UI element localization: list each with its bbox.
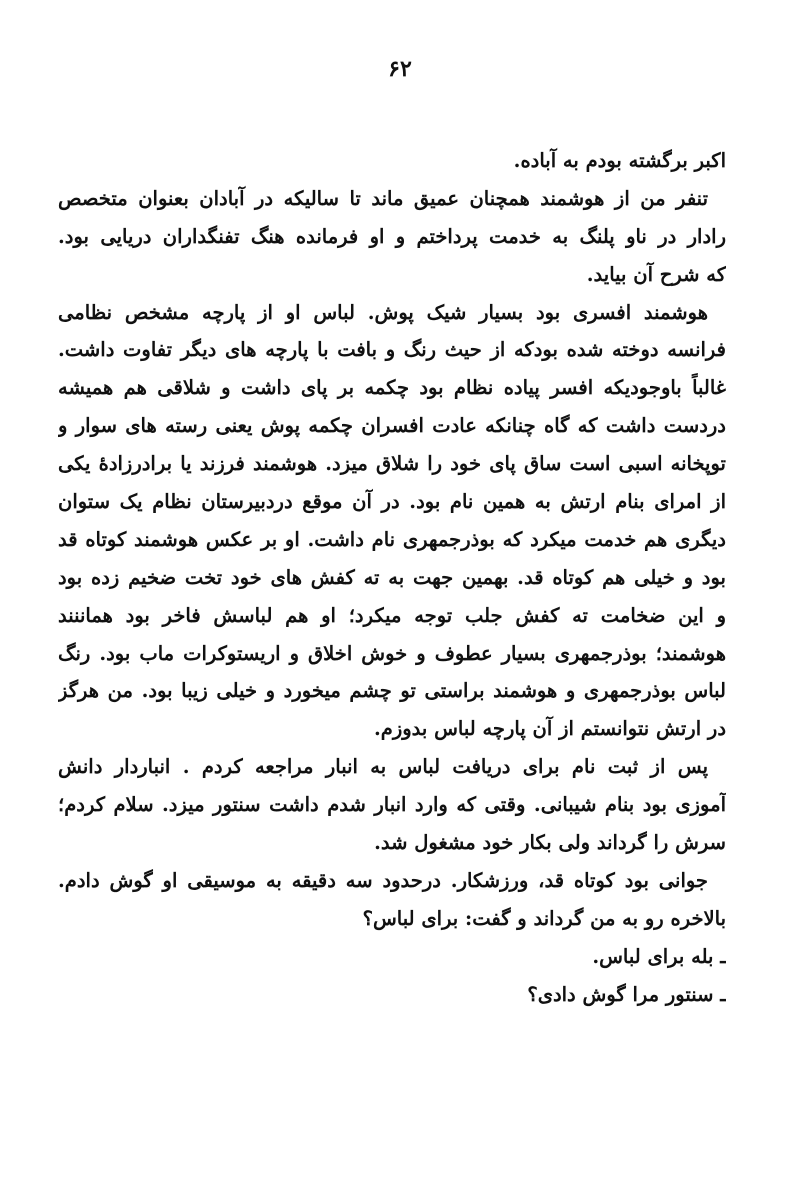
text-line: بود و خیلی هم کوتاه قد. بهمین جهت به ته کفش های خود تخت ضخیم زده بود (58, 565, 726, 589)
text-line: هوشمند؛ بوذرجمهری بسیار عطوف و خوش اخلاق و اریستوکرات ماب بود. رنگ (58, 641, 726, 665)
text-line: از امرای بنام ارتش به همین نام بود. در آن موقع دردبیرستان نظام یک ستوان (58, 490, 726, 514)
text-line: هوشمند افسری بود بسیار شیک پوش. لباس او از پارچه مشخص نظامی (58, 300, 708, 324)
text-line: جوانی بود کوتاه قد، ورزشکار. درحدود سه دقیقه به موسیقی او گوش دادم. (58, 868, 708, 892)
text-line: و این ضخامت ته کفش جلب توجه میکرد؛ او هم لباسش فاخر بود هماننند (58, 603, 726, 627)
text-line: دردست داشت که گاه چنانکه عادت افسران چکمه پوش یعنی رسته های سوار و (58, 414, 726, 438)
text-line: توپخانه اسبی است ساق پای خود را شلاق میزد. هوشمند فرزند یا برادرزادهٔ یکی (58, 452, 726, 476)
text-line: رادار در ناو پلنگ به خدمت پرداختم و او فرمانده هنگ تفنگداران دریایی بود. (58, 224, 726, 248)
text-line: که شرح آن بیاید. (586, 262, 726, 286)
body-text (58, 142, 726, 1013)
text-line: ـ بله برای لباس. (592, 944, 726, 968)
text-line: لباس بوذرجمهری و هوشمند براستی تو چشم میخورد و خیلی زیبا بود. من هرگز (58, 679, 726, 703)
text-line: دیگری هم خدمت میکرد که بوذرجمهری نام داشت. او بر عکس هوشمند کوتاه قد (58, 527, 726, 551)
text-line: فرانسه دوخته شده بودکه از حیث رنگ و بافت با پارچه های دیگر تفاوت داشت. (58, 338, 726, 362)
text-line: ـ سنتور مرا گوش دادی؟ (527, 982, 726, 1006)
page-number: ۶۲ (388, 56, 412, 82)
text-line: پس از ثبت نام برای دریافت لباس به انبار مراجعه کردم . انباردار دانش (58, 755, 708, 779)
text-line: غالباً باوجودیکه افسر پیاده نظام بود چکمه بر پای داشت و شلاقی هم همیشه (58, 376, 726, 400)
text-line: در ارتش نتوانستم از آن پارچه لباس بدوزم. (373, 717, 726, 741)
text-line: آموزی بود بنام شیبانی. وقتی که وارد انبار شدم داشت سنتور میزد. سلام کردم؛ (58, 793, 726, 817)
text-line: اکبر برگشته بودم به آباده. (513, 149, 726, 172)
text-line: سرش را گرداند ولی بکار خود مشغول شد. (374, 831, 726, 855)
text-line: بالاخره رو به من گرداند و گفت: برای لباس؟ (362, 906, 726, 930)
text-line: تنفر من از هوشمند همچنان عمیق ماند تا سالیکه در آبادان بعنوان متخصص (58, 186, 708, 210)
